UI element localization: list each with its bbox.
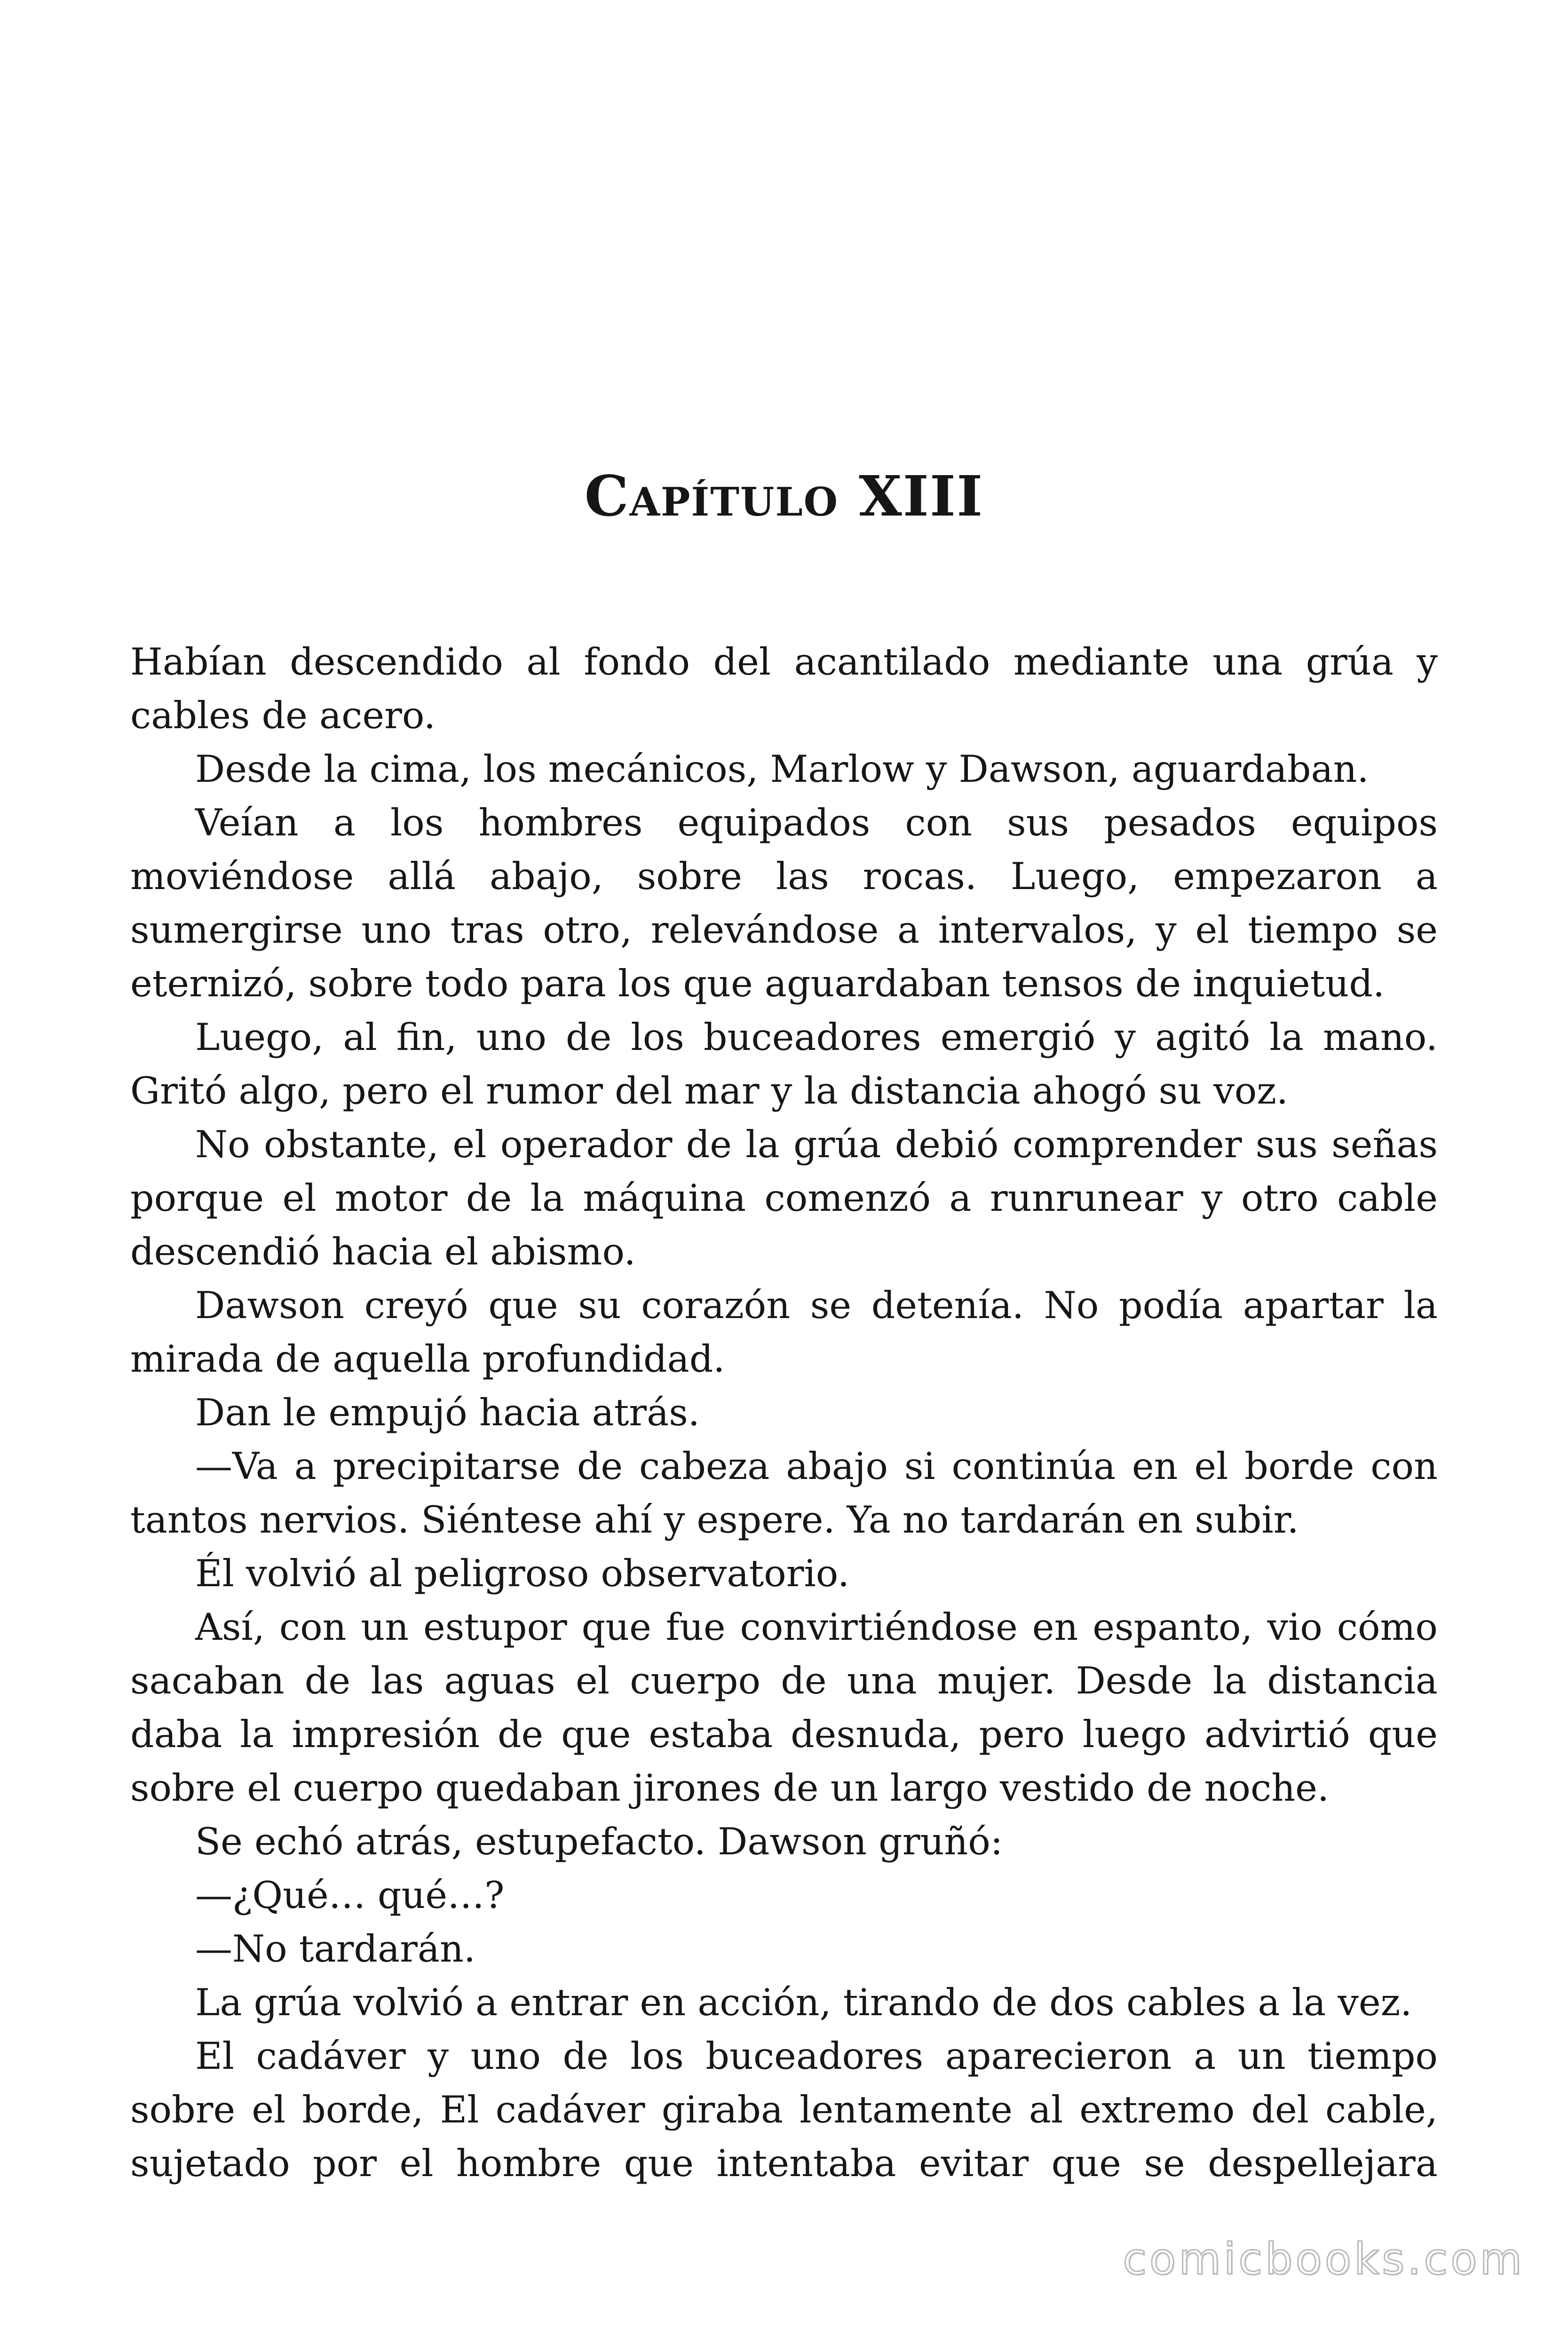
watermark: comicbooks.com — [1123, 2234, 1525, 2284]
paragraph: Habían descendido al fondo del acantilado mediante una grúa y cables de acero. — [130, 640, 1438, 737]
paragraph: —No tardarán. — [195, 1927, 475, 1971]
chapter-body — [130, 635, 1438, 2190]
paragraph: Se echó atrás, estupefacto. Dawson gruñó: — [195, 1820, 1003, 1863]
paragraph: —Va a precipitarse de cabeza abajo si continúa en el borde con tantos nervios. Siéntese ahí y espere. Ya no tardarán en subir. — [130, 1445, 1438, 1542]
paragraph: Dawson creyó que su corazón se detenía. No podía apartar la mirada de aquella profundidad. — [130, 1284, 1438, 1381]
chapter-title: Capítulo XIII — [584, 463, 984, 529]
paragraph: No obstante, el operador de la grúa debió comprender sus señas porque el motor de la máquina comenzó a runrunear y otro cable descendió hacia el abismo. — [130, 1123, 1438, 1273]
paragraph: Él volvió al peligroso observatorio. — [195, 1552, 850, 1595]
paragraph: La grúa volvió a entrar en acción, tirando de dos cables a la vez. — [195, 1981, 1412, 2024]
paragraph: Veían a los hombres equipados con sus pesados equipos moviéndose allá abajo, sobre las rocas. Luego, empezaron a sumergirse uno tras otro, relevándose a intervalos, y el tiempo se eternizó, sobre todo para los que aguardaban tensos de inquietud. — [130, 801, 1438, 1005]
paragraph: Luego, al fin, uno de los buceadores emergió y agitó la mano. Gritó algo, pero el rumor del mar y la distancia ahogó su voz. — [130, 1016, 1438, 1112]
paragraph: Desde la cima, los mecánicos, Marlow y Dawson, aguardaban. — [195, 747, 1369, 791]
paragraph: Así, con un estupor que fue convirtiéndose en espanto, vio cómo sacaban de las aguas el cuerpo de una mujer. Desde la distancia daba la impresión de que estaba desnuda, pero luego advirtió que sobre el cuerpo quedaban jirones de un largo vestido de noche. — [130, 1605, 1438, 1810]
paragraph: El cadáver y uno de los buceadores aparecieron a un tiempo sobre el borde, El cadáver giraba lentamente al extremo del cable, sujetado por el hombre que intentaba evitar que se despellejara — [130, 2034, 1438, 2185]
paragraph: Dan le empujó hacia atrás. — [195, 1391, 700, 1434]
paragraph: —¿Qué… qué…? — [195, 1874, 505, 1917]
